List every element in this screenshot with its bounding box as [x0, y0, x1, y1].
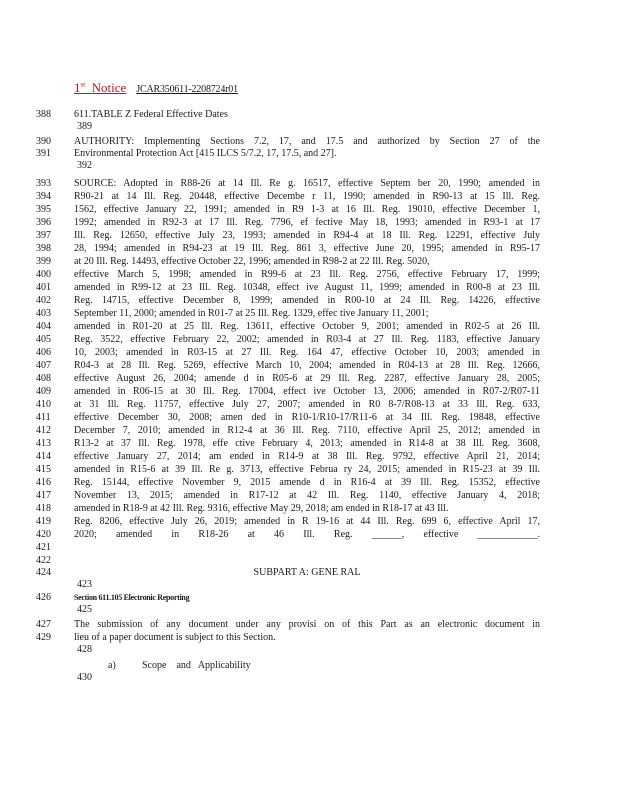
line-number: 421 [36, 542, 51, 553]
line-number: 424 [36, 567, 51, 578]
source-line: at 31 Ill. Reg. 11757, effective July 27, 2007; amended in R0 8-7/R08-13 at 33 Ill. Reg. 633, [74, 399, 540, 410]
line-number: 427 [36, 619, 51, 630]
source-line: amended in R99-12 at 23 Ill. Reg. 10348, effect ive August 11, 1999; amended in R00-8 at 23 Ill. [74, 282, 540, 293]
source-line: Reg. 15144, effective November 9, 2015 amende d in R16-4 at 39 Ill. Reg. 15352, effective [74, 477, 540, 488]
source-line: 10, 2003; amended in R03-15 at 27 Ill. Reg. 164 47, effective October 10, 2003; amended in [74, 347, 540, 358]
sub-line-number: 428 [77, 644, 92, 655]
line-number: 426 [36, 592, 51, 603]
source-line: 1562, effective January 22, 1991; amended in R9 1-3 at 16 Ill. Reg. 19010, effective December 1, [74, 204, 540, 215]
notice-number: 1 [74, 80, 81, 95]
line-number: 429 [36, 632, 51, 643]
line-number: 409 [36, 386, 51, 397]
item-a-text: Scope and Applicability [142, 660, 251, 671]
line-number: 408 [36, 373, 51, 384]
source-line: Reg. 8206, effective July 26, 2019; amended in R 19-16 at 44 Ill. Reg. 699 6, effective April 17, [74, 516, 540, 527]
line-number: 416 [36, 477, 51, 488]
line-number: 418 [36, 503, 51, 514]
body-line: The submission of any document under any provisi on of this Part as an electronic document in [74, 619, 540, 630]
line-number: 410 [36, 399, 51, 410]
line-number: 401 [36, 282, 51, 293]
line-number: 394 [36, 191, 51, 202]
source-line: September 11, 2000; amended in R01-7 at 25 Ill. Reg. 1329, effec tive January 11, 2001; [74, 308, 429, 319]
table-title: 611.TABLE Z Federal Effective Dates [74, 109, 228, 120]
notice-superscript: st [80, 80, 86, 89]
line-number: 415 [36, 464, 51, 475]
section-heading: Section 611.105 Electronic Reporting [74, 593, 190, 602]
sub-line-number: 423 [77, 579, 92, 590]
item-a-label: a) [108, 660, 116, 671]
source-line: 1992; amended in R92-3 at 17 Ill. Reg. 7796, ef fective May 18, 1993; amended in R93-1 at 17 [74, 217, 540, 228]
line-number: 388 [36, 109, 51, 120]
sub-line-number: 430 [77, 672, 92, 683]
sub-line-number: 425 [77, 604, 92, 615]
line-number: 395 [36, 204, 51, 215]
line-number: 406 [36, 347, 51, 358]
line-number: 420 [36, 529, 51, 540]
line-number: 414 [36, 451, 51, 462]
authority-line: AUTHORITY: Implementing Sections 7.2, 17, and 17.5 and authorized by Section 27 of the [74, 136, 540, 147]
sub-line-number: 392 [77, 160, 92, 171]
line-number: 419 [36, 516, 51, 527]
line-number: 411 [36, 412, 51, 423]
line-number: 403 [36, 308, 51, 319]
line-number: 391 [36, 148, 51, 159]
line-number: 400 [36, 269, 51, 280]
body-line: lieu of a paper document is subject to this Section. [74, 632, 276, 643]
source-line: November 13, 2015; amended in R17-12 at 42 Ill. Reg. 1140, effective January 4, 2018; [74, 490, 540, 501]
source-line: effective March 5, 1998; amended in R99-6 at 23 Ill. Reg. 2756, effective February 17, 1999; [74, 269, 540, 280]
source-line: effective December 30, 2008; amen ded in R10-1/R10-17/R11-6 at 34 Ill. Reg. 19848, effective [74, 412, 540, 423]
sub-line-number: 389 [77, 121, 92, 132]
source-line: Reg. 14715, effective December 8, 1999; amended in R00-10 at 24 Ill. Reg. 14226, effective [74, 295, 540, 306]
subpart-heading: SUBPART A: GENE RAL [253, 567, 361, 578]
document-id: JCAR350611-2208724r01 [136, 84, 238, 95]
line-number: 396 [36, 217, 51, 228]
notice-label [74, 80, 126, 95]
line-number: 393 [36, 178, 51, 189]
source-line: 28, 1994; amended in R94-23 at 19 Ill. Reg. 861 3, effective June 20, 1995; amended in R95-17 [74, 243, 540, 254]
source-line: at 20 Ill. Reg. 14493, effective October 22, 1996; amended in R98-2 at 22 Ill. Reg. 5020, [74, 256, 430, 267]
source-line: effective August 26, 2004; amende d in R05-6 at 29 Ill. Reg. 2287, effective January 28, 2005; [74, 373, 540, 384]
source-line: amended in R01-20 at 25 Ill. Reg. 13611, effective October 9, 2001; amended in R02-5 at 26 Ill. [74, 321, 540, 332]
source-line: effective January 27, 2014; am ended in R14-9 at 38 Ill. Reg. 9792, effective April 21, 2014; [74, 451, 540, 462]
source-line: December 7, 2010; amended in R12-4 at 36 Ill. Reg. 7110, effective April 25, 2012; amended in [74, 425, 540, 436]
source-line: Reg. 3522, effective February 22, 2002; amended in R03-4 at 27 Ill. Reg. 1183, effective January [74, 334, 540, 345]
source-line: 2020; amended in R18-26 at 46 Ill. Reg. ______, effective ____________. [74, 529, 540, 540]
line-number: 397 [36, 230, 51, 241]
line-number: 398 [36, 243, 51, 254]
line-number: 390 [36, 136, 51, 147]
notice-word: Notice [91, 80, 127, 95]
source-line: Ill. Reg. 12650, effective July 23, 1993; amended in R94-4 at 18 Ill. Reg. 12291, effective July [74, 230, 540, 241]
line-number: 417 [36, 490, 51, 501]
source-line: amended in R06-15 at 30 Ill. Reg. 17004, effect ive October 13, 2006; amended in R07-2/R07-11 [74, 386, 540, 397]
line-number: 412 [36, 425, 51, 436]
page-header [74, 80, 238, 96]
line-number: 413 [36, 438, 51, 449]
line-number: 405 [36, 334, 51, 345]
line-number: 404 [36, 321, 51, 332]
authority-line: Environmental Protection Act [415 ILCS 5/7.2, 17, 17.5, and 27]. [74, 148, 337, 159]
line-number: 407 [36, 360, 51, 371]
source-line: R13-2 at 37 Ill. Reg. 1978, effe ctive February 4, 2013; amended in R14-8 at 38 Ill. Reg. 3608, [74, 438, 540, 449]
source-line: R90-21 at 14 Ill. Reg. 20448, effective Decembe r 11, 1990; amended in R90-13 at 15 Ill. Reg. [74, 191, 540, 202]
line-number: 422 [36, 555, 51, 566]
line-number: 399 [36, 256, 51, 267]
source-line: R04-3 at 28 Ill. Reg. 5269, effective March 10, 2004; amended in R04-13 at 28 Ill. Reg. 12666, [74, 360, 540, 371]
line-number: 402 [36, 295, 51, 306]
source-line: SOURCE: Adopted in R88-26 at 14 Ill. Re g. 16517, effective Septem ber 20, 1990; amended in [74, 178, 540, 189]
source-line: amended in R15-6 at 39 Ill. Re g. 3713, effective Februa ry 24, 2015; amended in R15-23 at 39 Ill. [74, 464, 540, 475]
source-line: amended in R18-9 at 42 Ill. Reg. 9316, effective May 29, 2018; am ended in R18-17 at 43 Ill. [74, 503, 449, 514]
